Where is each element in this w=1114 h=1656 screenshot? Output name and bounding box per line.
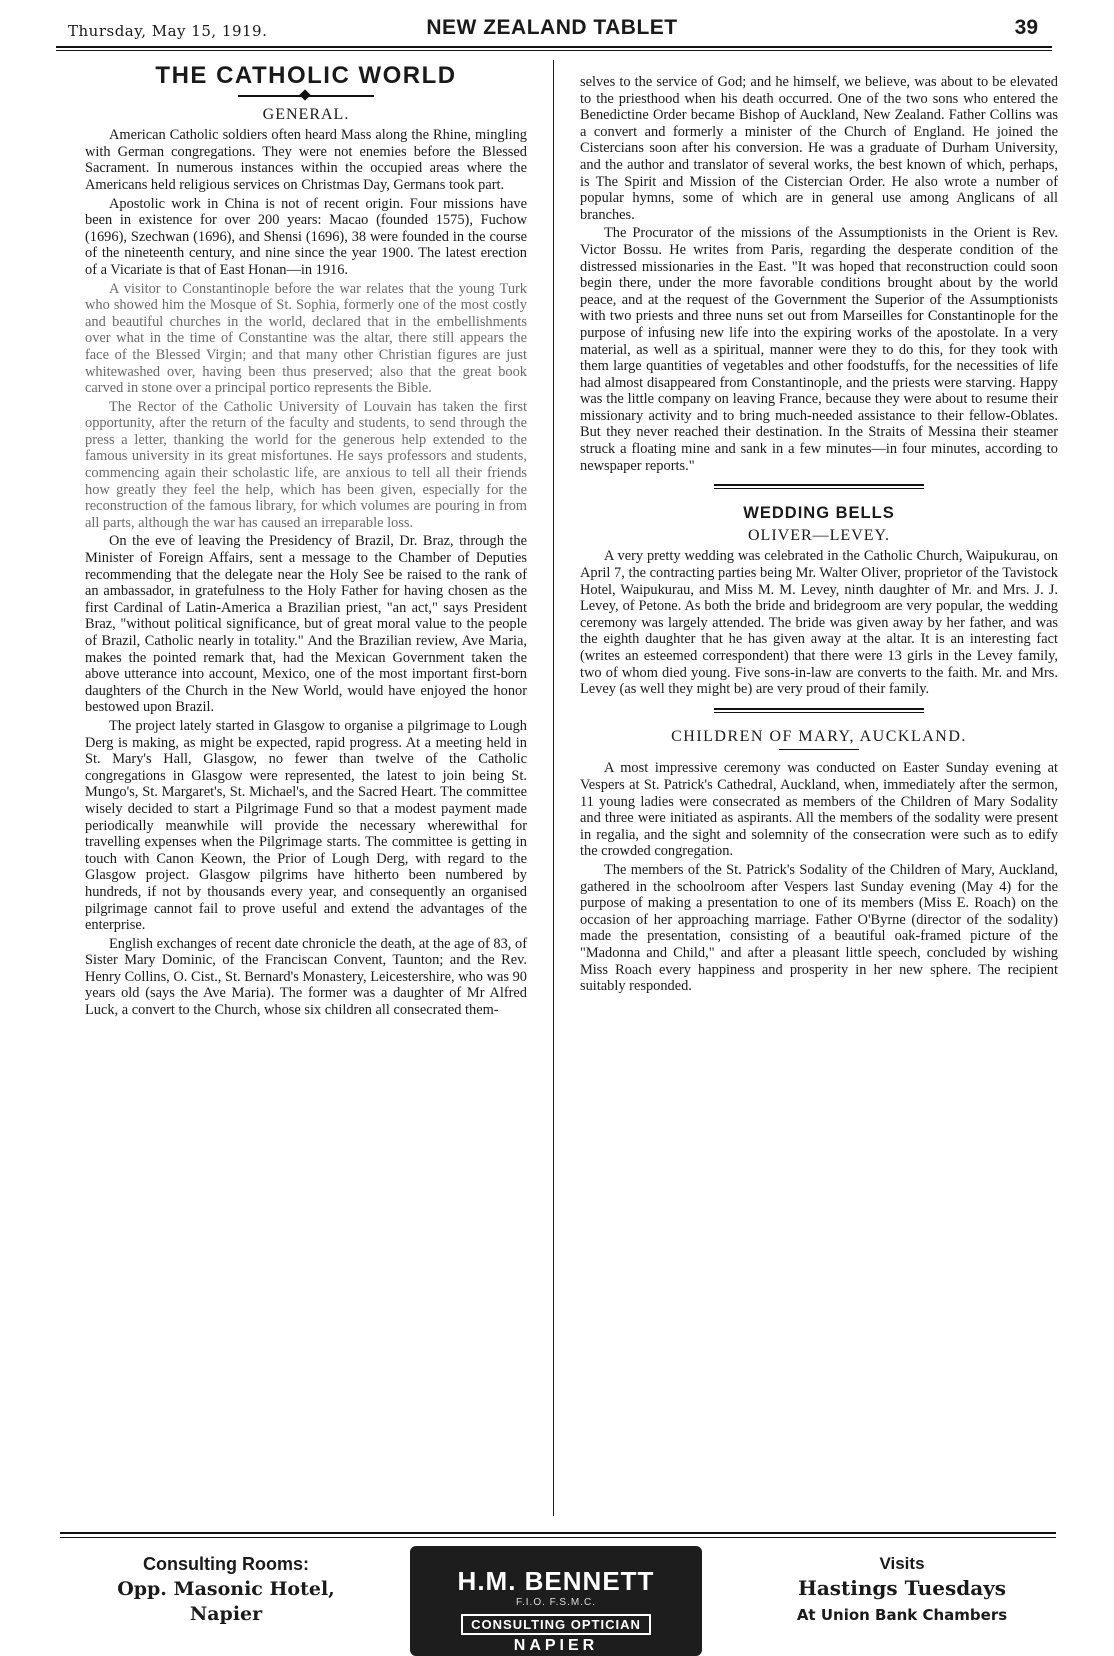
issue-date: Thursday, May 15, 1919. (68, 22, 268, 40)
ad-visits (762, 1554, 1042, 1624)
left-column (85, 60, 527, 1021)
wedding-title: WEDDING BELLS (743, 504, 895, 523)
ad-text: Napier (189, 1603, 263, 1625)
footer-rule (60, 1532, 1056, 1534)
header-rule-thin (56, 50, 1052, 51)
ad-text: At Union Bank Chambers (796, 1606, 1008, 1624)
section-subheading: GENERAL. (262, 105, 350, 123)
footer-rule-thin (60, 1537, 1056, 1538)
ad-optician-quals: F.I.O. F.S.M.C. (515, 1597, 596, 1608)
header-rule (56, 46, 1052, 48)
section-divider-thin (714, 488, 924, 489)
page-number: 39 (1014, 16, 1038, 39)
page-header (52, 16, 1052, 44)
diamond-divider (238, 91, 374, 101)
wedding-text: A very pretty wedding was celebrated in the Catholic Church, Waipukurau, on April 7, the contracting parties being Mr. Walter Oliver, proprietor of the Tavistock Hotel, Waipukurau, and Miss M. M. Levey, ninth daughter of Mr. and Mrs. J. J. Levey, of Petone. As both the bride and bridegroom are very popular, the wedding ceremony was largely attended. The bride was given away by her father, and was the eighth daughter that he has given away at the altar. It is an interesting fact (writes an esteemed correspondent) that there were 13 girls in the Levey family, two of whom died young. Five sons-in-law are converts to the faith. Mr. and Mrs. Levey (as well they might be) are very proud of their family. (580, 548, 1058, 698)
ad-optician-tag: CONSULTING OPTICIAN (461, 1614, 651, 1635)
column-divider (553, 60, 554, 1516)
wedding-subtitle: OLIVER—LEVEY. (747, 526, 891, 544)
article-paragraph: The Rector of the Catholic University of Louvain has taken the first opportunity, after the return of the faculty and students, to send through the press a letter, thanking the world for the generous help extended to the famous university in its great misfortunes. He says professors and students, commencing again their scholastic life, are anxious to tell all their friends how greatly they feel the help, which has been given, especially for the reconstruction of the famous library, for which volumes are pouring in from all parts, although the war has caused an irreparable loss. (85, 398, 527, 531)
ad-optician-name: H.M. BENNETT (457, 1566, 655, 1596)
ad-optician-town: NAPIER (513, 1637, 599, 1654)
article-paragraph: The members of the St. Patrick's Sodality of the Children of Mary, Auckland, gathered in the schoolroom after Vespers last Sunday evening (May 4) for the purpose of making a presentation to one of its members (Miss E. Roach) on the occasion of her approaching marriage. Father O'Byrne (director of the sodality) made the presentation, consisting of a beautiful oak-framed picture of the "Madonna and Child," and after a pleasant little speech, concluded by wishing Miss Roach every happiness and prosperity in her new sphere. The recipient suitably responded. (580, 861, 1058, 995)
article-paragraph: American Catholic soldiers often heard Mass along the Rhine, mingling with German congregations. They were not enemies before the Blessed Sacrament. In numerous instances within the occupied areas where the Americans held religious services on Christmas Day, Germans took part. (85, 127, 527, 193)
section-title: THE CATHOLIC WORLD (155, 62, 457, 89)
title-underline (779, 749, 859, 750)
continued-paragraph: selves to the service of God; and he himself, we believe, was about to be elevated to the priesthood when his death occurred. One of the two sons who entered the Benedictine Order became Bishop of Auckland, New Zealand. Father Collins was a convert and formerly a minister of the Church of England. He joined the Cistercians soon after his conversion. He was a graduate of Durham University, and the author and translator of several works, the best known of which, perhaps, is The Spirit and Mission of the Cistercian Order. He also wrote a number of popular hymns, some of which are in general use among Anglicans of all branches. (580, 74, 1058, 223)
publication-title: NEW ZEALAND TABLET (426, 16, 678, 39)
ad-text: Hastings Tuesdays (797, 1576, 1007, 1600)
article-paragraph: A visitor to Constantinople before the war relates that the young Turk who showed him the Mosque of St. Sophia, formerly one of the most costly and beautiful churches in the world, declared that in the embellishments over what in the time of Constantine was the altar, there still appears the face of the Blessed Virgin; and that many other Christian figures are just whitewashed over, having been thus preserved; also that the great book carved in stone over a principal portico represents the Bible. (85, 280, 527, 397)
ad-optician-banner (410, 1546, 702, 1656)
children-of-mary-title: CHILDREN OF MARY, AUCKLAND. (671, 727, 967, 745)
ad-consulting-rooms (96, 1554, 356, 1625)
ad-text: Visits (879, 1554, 925, 1573)
article-paragraph: Apostolic work in China is not of recent origin. Four missions have been in existence for over 200 years: Macao (founded 1575), Fuchow (1696), Szechwan (1696), and Shensi (1696), 38 were founded in the course of the nineteenth century, and nine since the year 1900. The latest erection of a Vicariate is that of East Honan—in 1916. (85, 195, 527, 278)
article-paragraph: The Procurator of the missions of the Assumptionists in the Orient is Rev. Victor Bossu. He writes from Paris, regarding the desperate condition of the distressed missionaries in the East. "It was hoped that reconstruction could soon begin there, under the more favorable conditions brought about by the world peace, and at the request of the Government the Superior of the Assumptionists with two priests and three nuns set out from Marseilles for Constantinople for the purpose of infusing new life into the expiring works of the apostolate. In a very material, as well as a spiritual, manner were they to do this, for they took with them large quantities of vegetables and other foodstuffs, for the necessities of life had almost disappeared from Constantinople, and the priests were starving. Happy was the little company on leaving France, because they were about to resume their missionary activity and to bring much-needed assistance to their fellow-Oblates. But they never reached their destination. In the Straits of Messina their steamer struck a floating mine and sank in a few minutes—in four minutes, according to newspaper reports." (580, 225, 1058, 474)
right-column (580, 74, 1058, 997)
ad-text: Opp. Masonic Hotel, (117, 1578, 335, 1600)
article-paragraph: The project lately started in Glasgow to organise a pilgrimage to Lough Derg is making, as might be expected, rapid progress. At a meeting held in St. Mary's Hall, Glasgow, no fewer than twelve of the Catholic congregations in Glasgow were represented, the latest to join being St. Mungo's, St. Margaret's, St. Michael's, and the Sacred Heart. The committee wisely decided to start a Pilgrimage Fund so that a modest payment made periodically meanwhile will provide the necessary wherewithal for travelling expenses when the Pilgrimage starts. The committee is getting in touch with Canon Keown, the Prior of Lough Derg, with regard to the Glasgow project. Glasgow pilgrims have hitherto been numbered by hundreds, if not by thousands every year, and consequently an organised pilgrimage cannot fail to prove useful and extend the advantages of the enterprise. (85, 717, 527, 934)
section-divider (714, 708, 924, 710)
article-paragraph: On the eve of leaving the Presidency of Brazil, Dr. Braz, through the Minister of Foreign Affairs, sent a message to the Chamber of Deputies recommending that the delegate near the Holy See be raised to the rank of an ambassador, in gratefulness to the Holy Father for having chosen as the first Cardinal of Latin-America a Brazilian priest, "an act," says President Braz, "without political significance, but of great moral value to the people of Brazil, Catholic nearly in totality." And the Brazilian review, Ave Maria, makes the pointed remark that, had the Mexican Government taken the above utterance into account, Mexico, one of the most important first-born daughters of the Church in the New World, would have enjoyed the honor bestowed upon Brazil. (85, 533, 527, 716)
article-paragraph: English exchanges of recent date chronicle the death, at the age of 83, of Sister Mary Dominic, of the Franciscan Convent, Taunton; and the Rev. Henry Collins, O. Cist., St. Bernard's Monastery, Leicestershire, who was 90 years old (says the Ave Maria). The former was a daughter of Mr Alfred Luck, a convert to the Church, whose six children all consecrated them- (85, 935, 527, 1019)
section-divider-thin (714, 712, 924, 713)
article-paragraph: A most impressive ceremony was conducted on Easter Sunday evening at Vespers at St. Patrick's Cathedral, Auckland, when, immediately after the sermon, 11 young ladies were consecrated as members of the Children of Mary Sodality and three were initiated as aspirants. All the members of the sodality were present in regalia, and the sight and solemnity of the consecration were such as to edify the crowded congregation. (580, 760, 1058, 860)
section-divider (714, 484, 924, 486)
ad-text: Consulting Rooms: (143, 1554, 309, 1574)
